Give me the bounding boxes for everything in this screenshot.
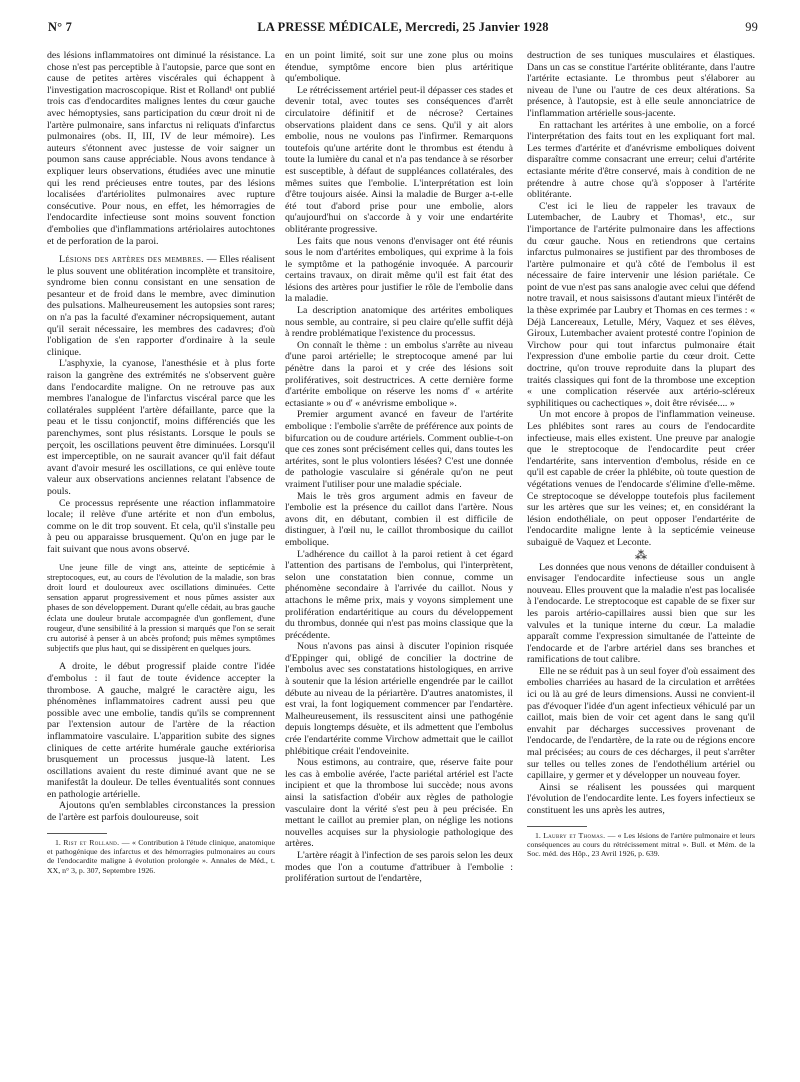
paragraph: Nous n'avons pas ainsi à discuter l'opinion risquée d'Eppinger qui, obligé de concilier la doctrine de l'embolus avec ses constatations histologiques, en arrive à soutenir que la lésion artérielle engendrée par le caillot débute au niveau de la périartère. D'autres anatomistes, il est vrai, la font logiquement commencer par l'endartère. Malheureusement, ils ressuscitent ainsi une pathogénie depuis longtemps désuète, et ils admettent que l'embolus crée l'endartérite comme Virchow admettait que le caillot phlébitique créait l'endoveinite. — [285, 641, 513, 757]
footnote-text: — « Les lésions de l'artère pulmonaire et leurs conséquences au cours du rétrécissement mitral ». Bull. et Mém. de la Soc. méd. des Hôp., 23 Avril 1926, p. 639. — [527, 830, 755, 859]
paragraph: Les données que nous venons de détailler conduisent à envisager l'endocardite infectieuse sous un angle nouveau. Elles prouvent que la maladie n'est pas localisée à l'endocarde. Le streptocoque est capable de se fixer sur les parois artério-capillaires aussi bien que sur les valvules et la tunique interne du cœur. La maladie apparaît comme l'expression simultanée de l'atteinte de l'endocarde et de l'arbre artériel dans ses branches et ramifications de tout calibre. — [527, 561, 755, 666]
paragraph: L'artère réagit à l'infection de ses parois selon les deux modes que l'on a coutume d'attribuer à l'embolie : prolifération surtout de l'endartère, — [285, 849, 513, 885]
paragraph: Mais le très gros argument admis en faveur de l'embolie est la présence du caillot dans l'artère. Nous avons dit, en débutant, combien il est difficile de distinguer, à l'œil nu, le caillot thrombosique du caillot embolique. — [285, 490, 513, 548]
paragraph: L'adhérence du caillot à la paroi retient à cet égard l'attention des partisans de l'embolus, qui l'interprètent, selon une constatation bien connue, comme un phénomène secondaire à l'arrivée du caillot. Nous y attachons le même prix, mais y voyons simplement une prolifération endartéritique au cours du développement du thrombus, donnée qui n'est pas moins classique que la précédente. — [285, 548, 513, 641]
footnote: 1. Laubry et Thomas. — « Les lésions de l'artère pulmonaire et leurs conséquences au cours du rétrécissement mitral ». Bull. et Mém. de la Soc. méd. des Hôp., 23 Avril 1926, p. 639. — [527, 830, 755, 859]
paragraph: Ajoutons qu'en semblables circonstances la pression de l'artère est parfois douloureuse, soit — [47, 800, 275, 824]
paragraph: destruction de ses tuniques musculaires et élastiques. Dans un cas se constitue l'artérite oblitérante, dans l'autre l'artérite ectasiante. Le thrombus peut s'élaborer au niveau de l'une ou l'autre de ces deux altérations. Sa présence, à l'autopsie, est à elle seule annonciatrice de l'inflammation artérielle sous-jacente. — [527, 50, 755, 119]
paragraph: Le rétrécissement artériel peut-il dépasser ces stades et devenir total, avec toutes ses conséquences d'arrêt circulatoire définitif et de nécrose? Certaines observations plaident dans ce sens. Qu'il y ait alors embolie, nous ne voulons pas l'infirmer. Remarquons toutefois qu'une artérite dont le thrombus est étendu à toute la lumière du canal et n'a pas tendance à se résorber est susceptible, à défaut de suppléances collatérales, des mêmes suites que l'embolie. L'interprétation est loin d'être toujours aisée. Ainsi la maladie de Burger a-t-elle été tout d'abord prise pour une embolie, alors qu'aujourd'hui on s'accorde à y voir une endartérite oblitérante progressive. — [285, 84, 513, 235]
page-number: 99 — [745, 20, 758, 34]
paragraph: Un mot encore à propos de l'inflammation veineuse. Les phlébites sont rares au cours de l'endocardite infectieuse, mais elles existent. Une preuve par analogie que le streptocoque de l'endocardite peut créer l'endartérite, sans intervention d'embolus, réside en ce qu'il est capable de créer la phlébite, où toute question de végétations venues de l'endocarde s'élimine d'elle-même. Ce streptocoque se développe toutefois plus facilement sur les artères que sur les veines; et, en considérant la lésion endothéliale, on peut opposer l'endartérite de l'endocardite maligne lente à la septicémie veineuse subaiguë de Vaquez et Leconte. — [527, 409, 755, 548]
paragraph: C'est ici le lieu de rappeler les travaux de Lutembacher, de Laubry et Thomas¹, etc., sur l'importance de l'artérite pulmonaire dans les affections du cœur gauche. Nous en retiendrons que certains infarctus pulmonaires se justifient par des thromboses de l'artère pulmonaire et qu'à côté de l'embolus il est nécessaire de faire intervenir une lésion pariétale. Ce point de vue n'est pas sans analogie avec celui que défend notre travail, et nous saisissons d'autant mieux l'intérêt de la thèse exprimée par Laubry et Thomas en ces termes : « Déjà Lancereaux, Letulle, Méry, Vaquez et ses élèves, Giroux, Lutembacher avaient protesté contre l'opinion de Virchow pour qui tout infarctus pulmonaire était l'expression d'une embolie partie du cœur droit. Cette doctrine, qu'on trouve reproduite dans la plupart des traités classiques qui font de la thrombose une exception « une complication réservée aux artério-scléreux syphilitiques ou cachectiques », doit être révisée.... » — [527, 200, 755, 409]
paragraph: En rattachant les artérites à une embolie, on a forcé l'interprétation des faits tout en les expliquant fort mal. Les termes d'artérite et d'anévrisme emboliques doivent disparaître comme consacrant une erreur; celui d'artérite ectasiante mérite d'être conservé, mais à condition de ne prétendre à autre chose qu'à s'opposer à l'artérite oblitérante. — [527, 119, 755, 201]
paragraph — [47, 254, 275, 358]
paragraph: On connaît le thème : un embolus s'arrête au niveau d'une paroi artérielle; le streptocoque amené par lui pénètre dans la paroi et y crée des lésions soit prolifératives, soit destructrices. A cette dernière forme d'artérite embolique on réserve les noms d' « artérite ectasiante » ou d' « anévrisme embolique ». — [285, 339, 513, 409]
column-middle — [285, 50, 513, 1072]
paragraph: Nous estimons, au contraire, que, réserve faite pour les cas à embolie avérée, l'acte pariétal artériel est l'acte incipient et que la thrombose lui succède; nous avons ainsi la satisfaction d'obéir aux règles de pathologie vasculaire dont la vérité s'est peu à peu précisée. En mettant le caillot au premier plan, on néglige les notions nouvelles acquises sur la physiologie pathologique des artères. — [285, 757, 513, 850]
paragraph: Elle ne se réduit pas à un seul foyer d'où essaiment des embolies charriées au hasard de la circulation et arrêtées ici ou là au gré de leurs dimensions. Aussi ne convient-il pas d'évoquer l'idée d'un agent infectieux véhiculé par un caillot, mais bien de voir cet agent dans le sang qu'il envahit par décharges successives provenant de l'endocarde, de l'endartère, de la rate ou de régions encore mal précisées; au cours de ces décharges, il peut s'arrêter sur telles ou telles zones de l'endothélium artériel ou capillaire, y germer et y développer un nouveau foyer. — [527, 665, 755, 782]
issue-number: N° 7 — [48, 20, 72, 34]
column-left — [47, 50, 275, 1072]
footnote-rule — [527, 826, 587, 827]
paragraph: A droite, le début progressif plaide contre l'idée d'embolus : il faut de toute évidence accepter la thrombose. A gauche, malgré le caractère aigu, les phénomènes inflammatoires cadrent aussi peu que possible avec une embolie, tandis qu'ils se comprennent par l'extension autour de l'artère de la réaction inflammatoire vasculaire. L'apparition subite des signes cliniques de cette artérite humérale gauche extériorisa brusquement un processus jusque-là latent. Les oscillations avaient du reste diminué avant que ne se manifestât la douleur. De telles éventualités sont connues en pathologie artérielle. — [47, 661, 275, 800]
case-report: Une jeune fille de vingt ans, atteinte de septicémie à streptocoques, eut, au cours de l'évolution de la maladie, son bras droit lourd et douloureux avec oscillations diminuées. Cette sensation apparut progressivement et nous pûmes assister aux phases de son développement. Durant qu'elle cédait, au bras gauche éclata une douleur brutale accompagnée d'un gonflement, d'une rougeur, d'une sensibilité à la pression si marqués que l'on se serait cru autorisé à penser à un abcès profond; puis mêmes symptômes subjectifs que plus haut, qui se dissipèrent en quelques jours. — [47, 562, 275, 654]
journal-title: LA PRESSE MÉDICALE, Mercredi, 25 Janvier 1928 — [257, 20, 549, 34]
section-divider-asterism: ⁂ — [635, 547, 647, 562]
paragraph: en un point limité, soit sur une zone plus ou moins étendue, symptôme encore bien plus artéritique qu'embolique. — [285, 50, 513, 85]
paragraph: Ainsi se réalisent les poussées qui marquent l'évolution de l'endocardite lente. Les foyers infectieux se constituent les uns après les autres, — [527, 781, 755, 816]
footnote: 1. Rist et Rolland. — « Contribution à l'étude clinique, anatomique et pathogénique des infarctus et des hémorragies pulmonaires au cours de l'endocardite maligne à évolution prolongée ». Annales de Méd., t. XX, n° 3, p. 307, Septembre 1926. — [47, 837, 275, 875]
column-right — [527, 50, 755, 1072]
page-header — [48, 20, 758, 38]
paragraph: Ce processus représente une réaction inflammatoire locale; il relève d'une artérite et non d'un embolus, comme on le dit trop souvent. Et cela, qu'il s'installe peu à peu ou apparaisse brusquement. Qu'on en juge par le fait suivant que nous avons observé. — [47, 497, 275, 555]
paragraph-text: — Elles réalisent le plus souvent une oblitération incomplète et transitoire, syndrome bien connu consistant en une sensation de pesanteur et de froid dans le membre, avec diminution des pulsations. Malheureusement les autopsies sont rares; on n'a pas la faculté d'examiner nécropsiquement, autant qu'il serait nécessaire, les membres des cadavres; d'où l'obligation de s'en rapporter d'ordinaire à la seule clinique. — [47, 254, 275, 358]
paragraph: des lésions inflammatoires ont diminué la résistance. La chose n'est pas perceptible à l'autopsie, parce que sont en cause de petites artères viscérales qui échappent à l'investigation macroscopique. Rist et Rolland¹ ont publié trois cas d'endocardites malignes lentes du cœur gauche avec hémoptysies, sans participation du cœur droit ni de l'artère pulmonaire, sans infarctus ni reliquats d'infarctus pulmonaires (obs. II, III, IV de leur mémoire). Les auteurs s'étonnent avec justesse de voir saigner un poumon sans cause appréciable. Nous avons tendance à expliquer leurs observations, étudiées avec une minutie qui les rend précieuses entre toutes, par des lésions localisées d'artériolites pulmonaires avec rupture consécutive. Pour nous, en effet, les hémorragies de l'endocardite infectieuse sont moins souvent fonction d'embolies que d'inflammations artériolaires autochtones et de perforation de la paroi. — [47, 50, 275, 247]
footnote-text: — « Contribution à l'étude clinique, anatomique et pathogénique des infarctus et des hémorragies pulmonaires au cours de l'endocardite maligne à évolution prolongée ». Annales de Méd., t. XX, n° 3, p. 307, Septembre 1926. — [47, 837, 275, 875]
section-lead: Lésions des artères des membres. — [59, 254, 204, 266]
footnote-authors: Rist et Rolland. — [63, 837, 120, 847]
paragraph: Premier argument avancé en faveur de l'artérite embolique : l'embolie s'arrête de préférence aux points de bifurcation ou de coudure artériels. Comment oublie-t-on que ces zones sont précisément celles qui, dans toutes les artérites, sont le plus volontiers lésées? C'est une donnée de pathologie vasculaire si générale qu'on ne peut vraiment l'utiliser pour une maladie spéciale. — [285, 409, 513, 490]
footnote-rule — [47, 833, 107, 834]
paragraph: La description anatomique des artérites emboliques nous semble, au contraire, si peu claire qu'elle suffit déjà à rendre problématique l'existence du processus. — [285, 305, 513, 340]
paragraph: Les faits que nous venons d'envisager ont été réunis sous le nom d'artérites emboliques, qui exprime à la fois le symptôme et la pathogénie invoquée. A parcourir certains travaux, on dirait même qu'il est fait état des lésions des artères pour justifier le rôle de l'embolie dans la maladie. — [285, 235, 513, 305]
paragraph: L'asphyxie, la cyanose, l'anesthésie et à plus forte raison la gangrène des extrémités ne s'observent guère dans l'endocardite maligne. On ne retrouve pas aux membres l'analogue de l'infarctus viscéral parce que les collatérales suppléent l'artère défaillante, parce que la peau et le tissu conjonctif, moins différenciés que les parenchymes, sont plus résistants. Lorsque le pouls se perçoit, les oscillations peuvent être diminuées. Lorsqu'il est imperceptible, on ne saurait avancer qu'il fait défaut avant d'avoir mesuré les oscillations, ce qui enlève toute valeur aux observations anciennes relatant l'absence de pouls. — [47, 358, 275, 497]
footnote-authors: Laubry et Thomas. — [543, 830, 606, 840]
